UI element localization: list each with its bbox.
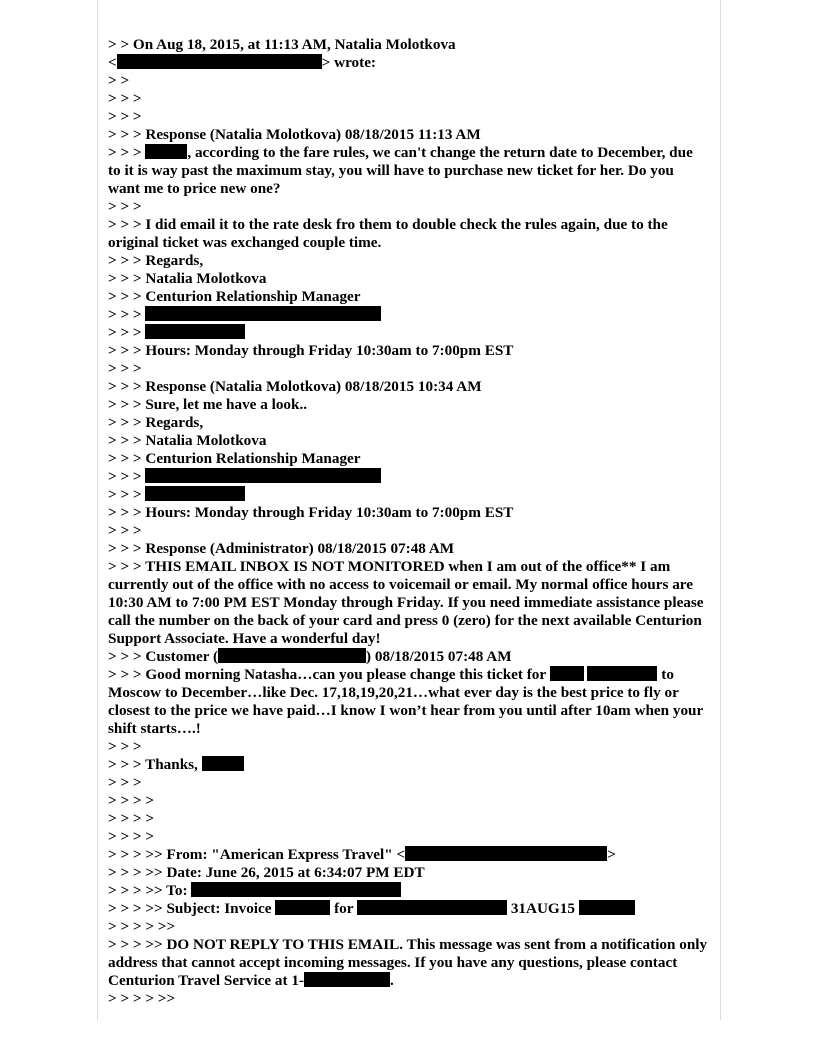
forwarded-body-text: > > > >> DO NOT REPLY TO THIS EMAIL. This message was sent from a notification only address that cannot accept incoming messages. If you have any questions, please contact Centurion Travel Service at 1- [108,936,708,989]
forwarded-to [108,882,708,900]
quote-marker: > > > [108,144,142,161]
quote-marker: > > > [108,360,142,377]
quote-marker: > > > [108,324,142,341]
redacted-name-block [145,144,187,159]
redacted-passenger-block [550,666,584,681]
quote-marker: > > > [108,774,142,791]
quote-marker: > > > [108,90,142,107]
response-body: > > > THIS EMAIL INBOX IS NOT MONITORED when I am out of the office** I am currently out of the office with no access to voicemail or email. My normal office hours are 10:30 AM to 7:00 PM EST Monday through Friday. If you need immediate assistance please call the number on the back of your card and press 0 (zero) for the next available Centurion Support Associate. Have a wonderful day! [108,558,704,647]
subject-for: for [334,900,354,917]
redacted-passenger-block [587,666,657,681]
signature-name: > > > Natalia Molotkova [108,270,267,287]
forwarded-date: > > > >> Date: June 26, 2015 at 6:34:07 PM EDT [108,864,425,881]
quote-marker: > > > > [108,828,155,845]
quote-marker: > > > [108,486,142,503]
redacted-email-block [191,882,401,897]
response-body-text: , according to the fare rules, we can't change the return date to December, due to it is way past the maximum stay, you will have to purchase new ticket for her. Do you want me to price new one? [108,144,693,197]
customer-header [108,648,708,666]
thanks-text: > > > Thanks, [108,756,198,773]
customer-message [108,666,708,738]
page-border-left [97,0,98,1020]
quote-header: > > On Aug 18, 2015, at 11:13 AM, Natalia Molotkova [108,36,456,53]
subject-date: 31AUG15 [510,900,575,917]
forwarded-from [108,846,708,864]
response-header: > > > Response (Administrator) 08/18/2015 07:48 AM [108,540,455,557]
email-document [108,36,708,1008]
quote-marker: > > > > >> [108,990,176,1007]
page-border-right [720,0,721,1020]
response-body: > > > I did email it to the rate desk fro them to double check the rules again, due to the original ticket was exchanged couple time. [108,216,668,251]
wrote-line [108,54,708,72]
signature-hours: > > > Hours: Monday through Friday 10:30am to 7:00pm EST [108,342,514,359]
signature-name: > > > Natalia Molotkova [108,432,267,449]
forwarded-body-end: . [390,972,394,989]
response-header: > > > Response (Natalia Molotkova) 08/18/2015 11:13 AM [108,126,481,143]
customer-message-rest: Moscow to December…like Dec. 17,18,19,20,21…what ever day is the best price to fly or closest to the price we have paid…I know I won’t hear from you until after 10am when your shift starts….! [108,684,703,737]
quote-marker: > > > [108,738,142,755]
quote-marker: > > [108,72,130,89]
signature-hours: > > > Hours: Monday through Friday 10:30am to 7:00pm EST [108,504,514,521]
redacted-contact-block [145,468,381,483]
signature-regards: > > > Regards, [108,414,204,431]
redacted-name-block [202,756,244,771]
quote-marker: > > > > >> [108,918,176,935]
redacted-code-block [579,900,635,915]
quote-marker: > > > > [108,810,155,827]
customer-message-prefix: > > > Good morning Natasha…can you please change this ticket for [108,666,546,683]
signature-redacted [108,486,708,504]
response-body: > > > Sure, let me have a look.. [108,396,308,413]
quote-marker: > > > > [108,792,155,809]
forwarded-body [108,936,708,990]
redacted-phone-block [145,486,245,501]
customer-message-to: to [661,666,674,683]
signature-redacted [108,306,708,324]
signature-title: > > > Centurion Relationship Manager [108,450,361,467]
quote-marker: > > > [108,468,142,485]
subject-prefix: > > > >> Subject: Invoice [108,900,272,917]
signature-regards: > > > Regards, [108,252,204,269]
redacted-email-block [117,54,322,69]
response-body [108,144,708,198]
customer-suffix: ) 08/18/2015 07:48 AM [366,648,512,665]
redacted-route-block [357,900,507,915]
signature-redacted [108,468,708,486]
signature-redacted [108,324,708,342]
signature-title: > > > Centurion Relationship Manager [108,288,361,305]
customer-prefix: > > > Customer ( [108,648,219,665]
redacted-contact-block [145,306,381,321]
forwarded-to-label: > > > >> To: [108,882,188,899]
quote-marker: > > > [108,198,142,215]
forwarded-from-prefix: > > > >> From: "American Express Travel" < [108,846,406,863]
quote-marker: > > > [108,108,142,125]
redacted-phone-block [145,324,245,339]
forwarded-from-suffix: > [607,846,616,863]
response-header: > > > Response (Natalia Molotkova) 08/18/2015 10:34 AM [108,378,482,395]
redacted-email-block [405,846,607,861]
wrote-suffix: > wrote: [321,54,376,71]
forwarded-subject [108,900,708,918]
quote-marker: > > > [108,306,142,323]
customer-thanks [108,756,708,774]
redacted-customer-block [218,648,366,663]
redacted-phone-block [304,972,390,987]
quote-marker: > > > [108,522,142,539]
redacted-invoice-block [275,900,330,915]
wrote-bracket: < [108,54,117,71]
